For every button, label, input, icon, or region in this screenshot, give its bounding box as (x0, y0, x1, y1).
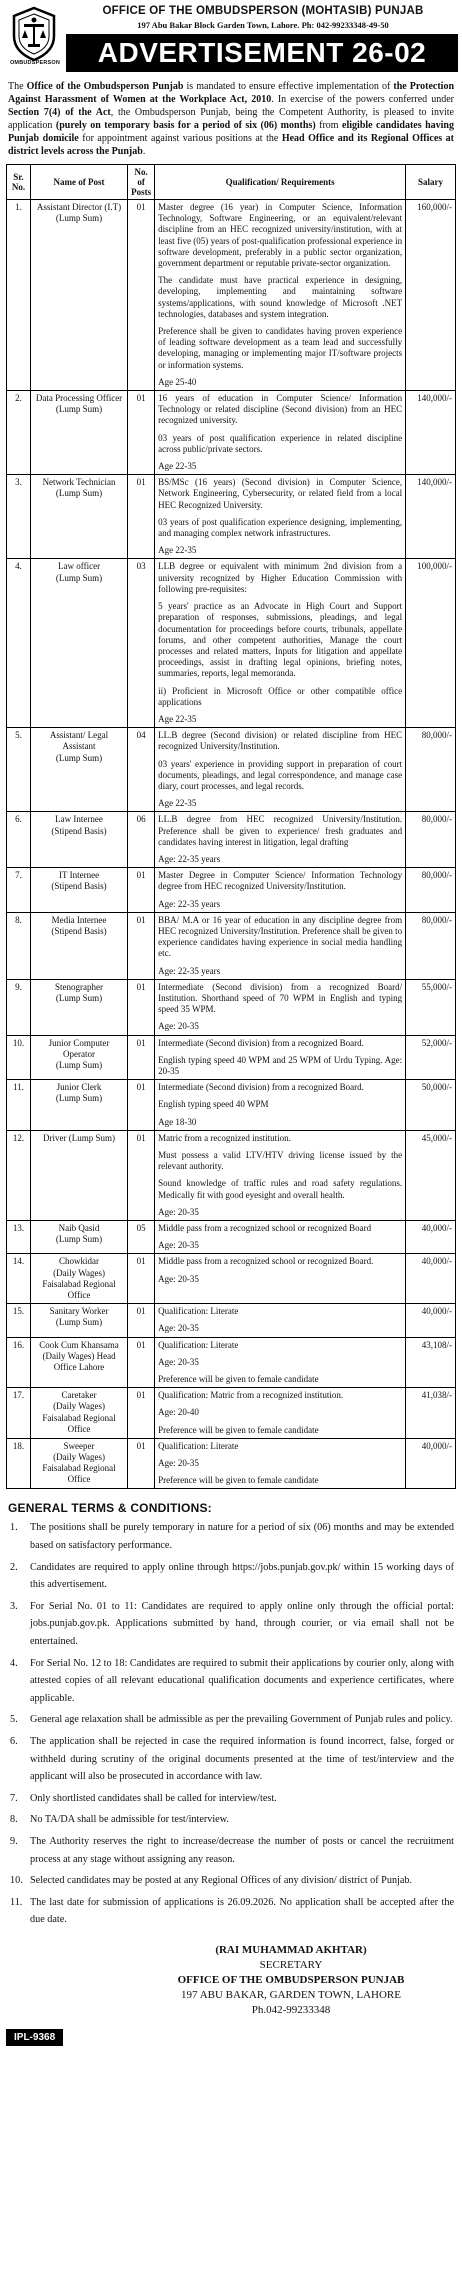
qualification-text: Qualification: Literate (158, 1339, 239, 1350)
qualification-text: Age: 22-35 years (158, 965, 221, 976)
qualification-text: Age 22-35 (158, 461, 197, 472)
table-row (7, 1337, 456, 1388)
row-post-name (30, 912, 127, 979)
row-qualification (155, 1035, 406, 1080)
row-sr-no: 9. (7, 979, 31, 1035)
qualification-text: Matric from a recognized institution. (158, 1132, 291, 1143)
row-sr-no: 6. (7, 812, 31, 868)
row-qualification (155, 868, 406, 913)
qualification-text: Qualification: Literate (158, 1440, 239, 1451)
qualification-text: Must possess a valid LTV/HTV driving license issued by the relevant authority. (158, 1150, 403, 1172)
post-basis: (Lump Sum) (55, 213, 103, 224)
row-no-of-posts: 04 (128, 728, 155, 812)
row-no-of-posts: 06 (128, 812, 155, 868)
qualification-text: Age 18-30 (158, 1116, 197, 1127)
row-no-of-posts: 01 (128, 1337, 155, 1388)
table-row (7, 1035, 456, 1080)
qualification-text: 16 years of education in Computer Science/ Information Technology or related discipline (Second division) from an HEC recognized university. (158, 393, 403, 426)
header-sr-no: Sr. No. (7, 165, 31, 200)
row-salary: 140,000/- (406, 391, 456, 475)
qualification-text: Age: 20-35 (158, 1206, 199, 1217)
qualification-text: LL.B degree from HEC recognized University/Institution. Preference shall be given to experience/ fresh graduates and candidates having interest in litigation, legal drafting (158, 814, 403, 847)
terms-item-number: 9. (10, 1835, 18, 1847)
table-row (7, 1130, 456, 1220)
row-post-name (30, 1304, 127, 1337)
qualification-text: BBA/ M.A or 16 year of education in any discipline degree from HEC recognized University/Institution. Preference shall be given to experience candidates having experience in social media handling etc. (158, 914, 403, 959)
row-no-of-posts: 05 (128, 1221, 155, 1254)
qualification-text: Age: 20-35 (158, 1240, 199, 1251)
row-post-name (30, 559, 127, 728)
row-qualification (155, 200, 406, 391)
qualification-text: Preference will be given to female candidate (158, 1374, 319, 1385)
terms-item (6, 1733, 454, 1786)
post-basis: (Lump Sum) (55, 1317, 103, 1328)
row-qualification (155, 1221, 406, 1254)
post-title: Media Internee (51, 914, 107, 925)
post-title: Caretaker (61, 1390, 97, 1401)
terms-item-text: The last date for submission of applications is 26.09.2026. No application shall be accepted after the due date. (30, 1896, 454, 1926)
qualification-text: Middle pass from a recognized school or recognized Board (158, 1223, 372, 1234)
qualification-text: Preference shall be given to candidates having proven experience of leading software development as a team lead and successfully developing, managing or implementing major IT/software projects or information systems. (158, 326, 403, 370)
terms-item-text: The application shall be rejected in case the required information is found incorrect, false, forged or withheld during scrutiny of the original documents presented at the time of test/interview and the applicant will also be prosecuted in accordance with law. (30, 1736, 454, 1783)
post-title: Junior Clerk (56, 1082, 102, 1093)
table-row (7, 1254, 456, 1304)
post-title: IT Internee (59, 870, 100, 881)
qualification-text: Age 22-35 (158, 798, 197, 809)
terms-item (6, 1790, 454, 1808)
post-title: Data Processing Officer (35, 393, 123, 404)
post-title: Chowkidar (59, 1256, 100, 1267)
terms-item-text: Selected candidates may be posted at any Regional Offices of any division/ district of Punjab. (30, 1875, 413, 1887)
header-salary: Salary (406, 165, 456, 200)
qualification-text: 5 years' practice as an Advocate in High Court and Support preparation of responses, submissions, pleadings, and legal documentation for proceedings before courts, tribunals, appellate forums, and other competent authorities, Manage the court processes and related matters, Inputs for litigation and appellate proceedings, assist in drafting legal opinions, briefing notes, summaries, reports, legal memoranda. (158, 601, 403, 679)
row-post-name (30, 475, 127, 559)
qualification-text: Age: 20-35 (158, 1356, 199, 1367)
terms-item-number: 7. (10, 1792, 18, 1804)
row-sr-no: 1. (7, 200, 31, 391)
post-basis: (Lump Sum) (55, 992, 103, 1003)
terms-item (6, 1833, 454, 1868)
table-row (7, 1221, 456, 1254)
post-basis: (Daily Wages) Faisalabad Regional Office (42, 1401, 116, 1434)
qualification-text: Age: 20-35 (158, 1458, 199, 1469)
row-salary: 50,000/- (406, 1080, 456, 1131)
qualification-text: Intermediate (Second division) from a recognized Board. (158, 1037, 364, 1048)
post-basis: (Stipend Basis) (51, 925, 107, 936)
row-no-of-posts: 01 (128, 1388, 155, 1439)
signature-block (6, 1943, 456, 2018)
post-basis: (Lump Sum) (55, 1093, 103, 1104)
row-no-of-posts: 01 (128, 1130, 155, 1220)
post-title: Assistant/ Legal Assistant (49, 730, 109, 752)
table-row (7, 1080, 456, 1131)
row-sr-no: 16. (7, 1337, 31, 1388)
post-title: Stenographer (55, 981, 104, 992)
row-sr-no: 3. (7, 475, 31, 559)
row-sr-no: 14. (7, 1254, 31, 1304)
qualification-text: Preference will be given to female candidate (158, 1475, 319, 1486)
row-post-name (30, 812, 127, 868)
row-post-name (30, 1035, 127, 1080)
row-salary: 45,000/- (406, 1130, 456, 1220)
row-salary: 40,000/- (406, 1254, 456, 1304)
post-basis: (Lump Sum) (55, 572, 103, 583)
row-qualification (155, 1080, 406, 1131)
row-post-name (30, 1388, 127, 1439)
post-basis: (Lump Sum) (55, 1060, 103, 1070)
row-post-name (30, 1130, 127, 1220)
intro-paragraph: The Office of the Ombudsperson Punjab is mandated to ensure effective implementation of the Protection Against Harassment of Women at the Workplace Act, 2010. In exercise of the powers conferred under Section 7(4) of the Act, the Ombudsperson Punjab, being the Competent Authority, is pleased to invite application (purely on temporary basis for a period of six (06) months) from eligible candidates having Punjab domicile for appointment against various positions at the Head Office and its Regional Offices at district levels across the Punjab. (8, 81, 455, 157)
qualification-text: Age: 22-35 years (158, 898, 221, 909)
row-qualification (155, 1337, 406, 1388)
post-basis: (Lump Sum) (55, 404, 103, 415)
row-salary: 41,038/- (406, 1388, 456, 1439)
terms-item (6, 1519, 454, 1554)
row-post-name (30, 1221, 127, 1254)
post-title: Cook Cum Khansama (39, 1339, 119, 1350)
row-sr-no: 11. (7, 1080, 31, 1131)
row-sr-no: 7. (7, 868, 31, 913)
qualification-text: Age: 20-35 (158, 1323, 199, 1334)
table-row (7, 728, 456, 812)
table-row (7, 1388, 456, 1439)
qualification-text: BS/MSc (16 years) (Second division) in Computer Science, Network Engineering, Cybersecurity, or related field from a local HEC Recognized University. (158, 477, 403, 510)
terms-item-text: No TA/DA shall be admissible for test/interview. (30, 1814, 229, 1826)
row-qualification (155, 979, 406, 1035)
terms-item (6, 1655, 454, 1708)
terms-item-number: 6. (10, 1736, 18, 1748)
post-title: Law officer (58, 561, 101, 572)
qualification-text: Age 22-35 (158, 545, 197, 556)
table-row (7, 868, 456, 913)
post-title: Naib Qasid (58, 1223, 100, 1234)
row-salary: 140,000/- (406, 475, 456, 559)
qualification-text: LL.B degree (Second division) or related discipline from HEC recognized University/Institution. (158, 730, 403, 752)
row-post-name (30, 728, 127, 812)
header (6, 2, 456, 78)
row-salary: 100,000/- (406, 559, 456, 728)
qualification-text: Sound knowledge of traffic rules and road safety regulations. Medically fit with good eyesight and overall health. (158, 1178, 403, 1200)
table-row (7, 979, 456, 1035)
row-salary: 160,000/- (406, 200, 456, 391)
row-salary: 40,000/- (406, 1221, 456, 1254)
row-salary: 80,000/- (406, 868, 456, 913)
row-sr-no: 5. (7, 728, 31, 812)
row-no-of-posts: 01 (128, 1080, 155, 1131)
terms-item-number: 4. (10, 1657, 18, 1669)
row-sr-no: 17. (7, 1388, 31, 1439)
row-qualification (155, 391, 406, 475)
qualification-text: Middle pass from a recognized school or recognized Board. (158, 1256, 374, 1267)
row-salary: 80,000/- (406, 728, 456, 812)
row-salary: 80,000/- (406, 812, 456, 868)
table-row (7, 812, 456, 868)
terms-item-number: 5. (10, 1714, 18, 1726)
row-sr-no: 12. (7, 1130, 31, 1220)
row-qualification (155, 1304, 406, 1337)
row-no-of-posts: 01 (128, 475, 155, 559)
row-sr-no: 8. (7, 912, 31, 979)
office-address: 197 Abu Bakar Block Garden Town, Lahore. Ph: 042-99233348-49-50 (137, 20, 389, 30)
row-no-of-posts: 01 (128, 912, 155, 979)
row-post-name (30, 979, 127, 1035)
post-basis: (Lump Sum) (55, 752, 103, 763)
terms-item-number: 2. (10, 1561, 18, 1573)
row-sr-no: 10. (7, 1035, 31, 1080)
row-sr-no: 15. (7, 1304, 31, 1337)
terms-item (6, 1872, 454, 1890)
terms-item-number: 10. (10, 1875, 23, 1887)
post-title: Junior Computer Operator (48, 1037, 110, 1059)
table-row (7, 200, 456, 391)
logo-caption: OMBUDSPERSON (9, 60, 61, 66)
terms-item-text: The Authority reserves the right to increase/decrease the number of posts or cancel the recruitment process at any stage without assigning any reason. (30, 1835, 454, 1865)
terms-item-number: 8. (10, 1814, 18, 1826)
terms-title: GENERAL TERMS & CONDITIONS: (8, 1501, 212, 1516)
row-salary: 52,000/- (406, 1035, 456, 1080)
post-basis: (Daily Wages) Faisalabad Regional Office (42, 1452, 116, 1485)
qualification-text: English typing speed 40 WPM and 25 WPM of Urdu Typing. Age: 20-35 (158, 1054, 403, 1076)
post-title: Law Internee (55, 814, 103, 825)
post-title: Assistant Director (I.T) (36, 202, 122, 212)
row-salary: 80,000/- (406, 912, 456, 979)
qualification-text: 03 years' experience in providing support in preparation of court documents, pleadings, and legal correspondence, and manage case diary, court processes, and legal records. (158, 758, 403, 791)
terms-item-number: 11. (10, 1896, 23, 1908)
qualification-text: Age: 20-35 (158, 1273, 199, 1284)
post-basis: (Lump Sum) (55, 1234, 103, 1245)
row-salary: 40,000/- (406, 1304, 456, 1337)
ombudsperson-emblem-icon (10, 6, 58, 62)
row-qualification (155, 1254, 406, 1304)
row-salary: 43,108/- (406, 1337, 456, 1388)
terms-item-text: Candidates are required to apply online through https://jobs.punjab.gov.pk/ within 15 working days of this advertisement. (30, 1561, 454, 1591)
posts-table-body (7, 200, 456, 1489)
terms-item-text: General age relaxation shall be admissible as per the prevailing Government of Punjab rules and policy. (30, 1714, 453, 1726)
header-no-of-posts: No. of Posts (128, 165, 155, 200)
qualification-text: Master degree (16 year) in Computer Science, Information Technology, Software Engineering, or an equivalent/relevant discipline from an HEC recognized university/institution, with at least five (05) years of post-qualification professional experience in software development, preferably in a public sector organization, government department or reputable private-sector organization. (158, 202, 403, 269)
row-qualification (155, 812, 406, 868)
terms-item (6, 1894, 454, 1929)
terms-item-text: The positions shall be purely temporary in nature for a period of six (06) months and may be extended based on satisfactory performance. (30, 1522, 454, 1552)
qualification-text: Qualification: Literate (158, 1306, 239, 1317)
post-basis: (Daily Wages) Head Office Lahore (42, 1350, 116, 1373)
qualification-text: Age: 20-40 (158, 1407, 199, 1418)
terms-item-text: Only shortlisted candidates shall be called for interview/test. (30, 1792, 277, 1804)
row-qualification (155, 1388, 406, 1439)
qualification-text: Age 22-35 (158, 713, 197, 724)
row-qualification (155, 912, 406, 979)
row-no-of-posts: 01 (128, 200, 155, 391)
advertisement-banner: ADVERTISEMENT 26-02 (66, 34, 458, 72)
qualification-text: Qualification: Matric from a recognized institution. (158, 1390, 344, 1401)
row-sr-no: 13. (7, 1221, 31, 1254)
qualification-text: Intermediate (Second division) from a recognized Board. (158, 1082, 364, 1093)
table-row (7, 391, 456, 475)
post-basis: (Lump Sum) (55, 488, 103, 499)
row-no-of-posts: 01 (128, 1035, 155, 1080)
table-header-row (7, 165, 456, 200)
office-title: OFFICE OF THE OMBUDSPERSON (MOHTASIB) PUNJAB (102, 5, 424, 17)
post-title: Sweeper (63, 1440, 95, 1451)
row-post-name (30, 200, 127, 391)
row-qualification (155, 1130, 406, 1220)
row-post-name (30, 1438, 127, 1489)
table-row (7, 1304, 456, 1337)
terms-item (6, 1598, 454, 1651)
post-basis: (Stipend Basis) (51, 825, 107, 836)
footer (6, 2020, 456, 2046)
row-sr-no: 4. (7, 559, 31, 728)
row-post-name (30, 1337, 127, 1388)
row-post-name (30, 868, 127, 913)
qualification-text: ii) Proficient in Microsoft Office or other compatible office applications (158, 685, 403, 707)
row-no-of-posts: 01 (128, 1304, 155, 1337)
qualification-text: Age: 20-35 (158, 1021, 199, 1032)
terms-item-text: For Serial No. 01 to 11: Candidates are required to apply online only through the official portal: jobs.punjab.gov.pk. Applications submitted by hand, through courier, or via email shall not be entertained. (30, 1600, 454, 1648)
qualification-text: The candidate must have practical experience in designing, developing, implementing and maintaining software systems/applications, with sound knowledge of Microsoft .NET technologies, databases and system integration. (158, 275, 403, 319)
qualification-text: Age 25-40 (158, 376, 197, 387)
posts-table (6, 164, 456, 1489)
qualification-text: Master Degree in Computer Science/ Information Technology degree from HEC recognized University/Institution. (158, 870, 403, 892)
row-no-of-posts: 01 (128, 391, 155, 475)
terms-item-number: 3. (10, 1600, 18, 1612)
row-qualification (155, 1438, 406, 1489)
terms-item (6, 1559, 454, 1594)
row-no-of-posts: 01 (128, 868, 155, 913)
row-salary: 40,000/- (406, 1438, 456, 1489)
terms-item (6, 1711, 454, 1729)
header-qualification: Qualification/ Requirements (155, 165, 406, 200)
row-post-name (30, 1080, 127, 1131)
header-name-of-post: Name of Post (30, 165, 127, 200)
signatory-office: OFFICE OF THE OMBUDSPERSON PUNJAB (177, 1973, 405, 1986)
row-no-of-posts: 03 (128, 559, 155, 728)
post-title: Driver (Lump Sum) (43, 1132, 116, 1143)
qualification-text: Preference will be given to female candidate (158, 1424, 319, 1435)
post-title: Network Technician (42, 477, 116, 488)
table-row (7, 912, 456, 979)
terms-item-number: 1. (10, 1522, 18, 1534)
table-row (7, 475, 456, 559)
row-sr-no: 18. (7, 1438, 31, 1489)
row-no-of-posts: 01 (128, 1254, 155, 1304)
table-row (7, 1438, 456, 1489)
ipl-code-badge: IPL-9368 (6, 2029, 63, 2046)
signatory-address: 197 ABU BAKAR, GARDEN TOWN, LAHORE (181, 1988, 401, 2001)
terms-item-text: For Serial No. 12 to 18: Candidates are required to submit their applications by courier only, along with attested copies of all relevant educational qualification documents and experience certificates, where applicable. (30, 1657, 454, 1704)
row-qualification (155, 559, 406, 728)
row-salary: 55,000/- (406, 979, 456, 1035)
row-qualification (155, 475, 406, 559)
post-title: Sanitary Worker (49, 1306, 109, 1317)
qualification-text: 03 years of post qualification experience designing, implementing, and managing complex network infrastructures. (158, 516, 403, 539)
post-basis: (Daily Wages) Faisalabad Regional Office (42, 1267, 116, 1301)
row-sr-no: 2. (7, 391, 31, 475)
qualification-text: Intermediate (Second division) from a recognized Board/ Institution. Shorthand speed of 70 WPM in English and typing speed 35 WPM. (158, 981, 403, 1015)
signatory-phone: Ph.042-99233348 (251, 2003, 331, 2016)
row-no-of-posts: 01 (128, 1438, 155, 1489)
post-basis: (Stipend Basis) (51, 881, 107, 892)
row-no-of-posts: 01 (128, 979, 155, 1035)
qualification-text: LLB degree or equivalent with minimum 2nd division from a university recognized by Higher Education Commission with following pre-requisites: (158, 561, 403, 594)
qualification-text: English typing speed 40 WPM (158, 1099, 269, 1110)
qualification-text: 03 years of post qualification experience in related discipline across public/private sectors. (158, 432, 403, 454)
terms-item (6, 1811, 454, 1829)
table-row (7, 559, 456, 728)
row-post-name (30, 391, 127, 475)
signatory-name: (RAI MUHAMMAD AKHTAR) (215, 1943, 367, 1956)
qualification-text: Age: 22-35 years (158, 853, 221, 864)
row-qualification (155, 728, 406, 812)
terms-list (6, 1519, 456, 1928)
row-post-name (30, 1254, 127, 1304)
signatory-designation: SECRETARY (259, 1958, 323, 1971)
